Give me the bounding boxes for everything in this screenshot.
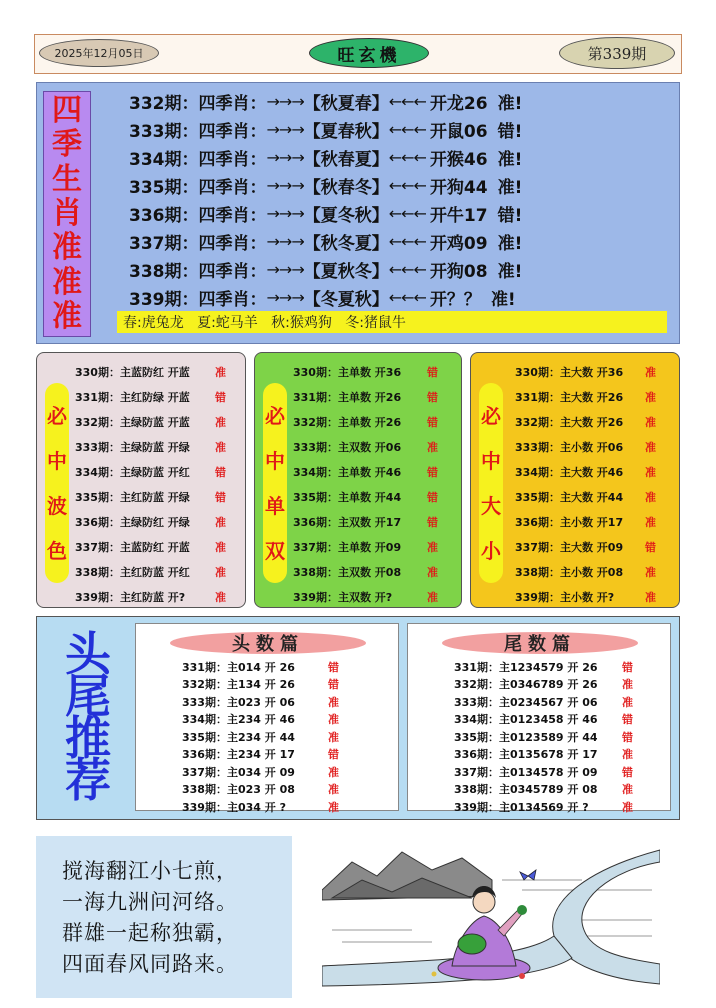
period-label: 336期： (129, 205, 199, 226)
list-item (515, 384, 661, 409)
list-item (75, 359, 231, 384)
season-value: 【夏春秋】 (303, 121, 389, 142)
period-label: 333期： (129, 121, 199, 142)
zodiac-label: 四季肖： (198, 233, 267, 254)
item-text: 338期：主023 开 08 (182, 783, 295, 797)
wave-title-char: 波 (47, 493, 67, 518)
result-value: 开猴46 (429, 149, 488, 170)
result-value: 开牛17 (429, 205, 488, 226)
arrow-right-icon: →→→ (266, 231, 304, 251)
seasons-row (129, 283, 669, 311)
item-text: 330期：主蓝防红 开蓝 (75, 365, 190, 379)
big-small-box (470, 352, 680, 608)
zodiac-label: 四季肖： (198, 289, 267, 310)
period-label: 334期： (129, 149, 199, 170)
item-mark: 准 (328, 713, 339, 727)
item-text: 333期：主023 开 06 (182, 695, 295, 709)
item-text: 335期：主红防蓝 开绿 (75, 490, 190, 504)
arrow-right-icon: →→→ (266, 91, 304, 111)
season-value: 【秋春冬】 (303, 177, 389, 198)
item-mark: 准 (645, 440, 656, 454)
arrow-right-icon: →→→ (266, 119, 304, 139)
zodiac-label: 四季肖： (198, 149, 267, 170)
item-mark: 错 (427, 490, 438, 504)
list-item (75, 459, 231, 484)
wave-title-char: 色 (47, 538, 67, 563)
list-item (454, 711, 638, 729)
seasons-row (129, 87, 669, 115)
item-mark: 准 (645, 515, 656, 529)
illustration (322, 840, 660, 992)
wave-color-box (36, 352, 246, 608)
item-text: 338期：主小数 开08 (515, 565, 624, 579)
item-text: 331期：主单数 开26 (293, 390, 402, 404)
seasons-title-char: 准 (52, 298, 82, 334)
big-small-title (479, 383, 503, 583)
item-mark: 准 (215, 565, 226, 579)
result-mark: 准! (497, 233, 523, 254)
item-mark: 准 (645, 490, 656, 504)
head-panel-title: 头数篇 (170, 632, 366, 654)
arrow-left-icon: ←←← (388, 203, 426, 223)
seasons-title-char: 生 (52, 161, 82, 197)
seasons-title-char: 准 (52, 230, 82, 266)
zodiac-label: 四季肖： (198, 93, 267, 114)
item-text: 338期：主0345789 开 08 (454, 783, 598, 797)
arrow-left-icon: ←←← (388, 287, 426, 307)
result-mark: 错! (497, 205, 523, 226)
arrow-left-icon: ←←← (388, 119, 426, 139)
item-text: 335期：主大数 开44 (515, 490, 624, 504)
item-mark: 准 (328, 800, 339, 814)
result-value: 开？？ (429, 289, 481, 310)
seasons-title-char: 肖 (52, 195, 82, 231)
item-text: 339期：主小数 开? (515, 590, 615, 604)
list-item (75, 484, 231, 509)
poem-box (36, 836, 292, 998)
item-mark: 错 (427, 390, 438, 404)
arrow-right-icon: →→→ (266, 287, 304, 307)
result-mark: 准! (490, 289, 516, 310)
period-label: 337期： (129, 233, 199, 254)
arrow-left-icon: ←←← (388, 231, 426, 251)
zodiac-label: 四季肖： (198, 177, 267, 198)
item-mark: 错 (215, 490, 226, 504)
item-mark: 错 (622, 713, 633, 727)
wave-list (75, 359, 231, 609)
item-text: 332期：主绿防蓝 开蓝 (75, 415, 190, 429)
list-item (293, 559, 443, 584)
arrow-right-icon: →→→ (266, 147, 304, 167)
item-mark: 错 (622, 730, 633, 744)
result-mark: 准! (497, 261, 523, 282)
seasons-legend: 春:虎兔龙 夏:蛇马羊 秋:猴鸡狗 冬:猪鼠牛 (117, 311, 667, 333)
result-mark: 错! (497, 121, 523, 142)
list-item (75, 384, 231, 409)
item-mark: 准 (645, 390, 656, 404)
item-text: 337期：主0134578 开 09 (454, 765, 598, 779)
item-mark: 准 (215, 365, 226, 379)
item-text: 333期：主小数 开06 (515, 440, 624, 454)
issue-badge: 第339期 (559, 37, 675, 69)
list-item (293, 509, 443, 534)
list-item (515, 409, 661, 434)
landscape-illustration (322, 840, 660, 992)
item-mark: 准 (427, 440, 438, 454)
result-mark: 准! (497, 149, 523, 170)
arrow-left-icon: ←←← (388, 147, 426, 167)
list-item (454, 658, 638, 676)
item-text: 336期：主234 开 17 (182, 748, 295, 762)
item-text: 332期：主单数 开26 (293, 415, 402, 429)
item-text: 331期：主红防绿 开蓝 (75, 390, 190, 404)
head-number-list (182, 658, 344, 816)
list-item (75, 559, 231, 584)
item-mark: 准 (622, 678, 633, 692)
header-bar (34, 34, 682, 74)
list-item (515, 534, 661, 559)
arrow-left-icon: ←←← (388, 175, 426, 195)
seasons-section (36, 82, 680, 344)
tail-number-panel (407, 623, 671, 814)
item-text: 334期：主0123458 开 46 (454, 713, 598, 727)
zodiac-label: 四季肖： (198, 205, 267, 226)
odd-even-title-char: 单 (265, 493, 285, 518)
list-item (293, 534, 443, 559)
list-item (75, 584, 231, 609)
item-text: 333期：主双数 开06 (293, 440, 402, 454)
odd-even-box (254, 352, 462, 608)
poem-line: 一海九洲问河络。 (62, 890, 238, 914)
period-label: 332期： (129, 93, 199, 114)
item-text: 331期：主1234579 开 26 (454, 660, 598, 674)
list-item (182, 693, 344, 711)
seasons-title (43, 91, 91, 337)
seasons-row (129, 115, 669, 143)
item-mark: 准 (427, 540, 438, 554)
item-text: 339期：主0134569 开 ? (454, 800, 589, 814)
head-tail-title-char: 荐 (65, 753, 111, 807)
item-text: 336期：主双数 开17 (293, 515, 402, 529)
head-tail-title-char: 头 (65, 627, 111, 681)
list-item (454, 676, 638, 694)
item-mark: 准 (622, 748, 633, 762)
item-mark: 准 (328, 783, 339, 797)
item-text: 336期：主0135678 开 17 (454, 748, 598, 762)
zodiac-label: 四季肖： (198, 121, 267, 142)
item-mark: 准 (427, 565, 438, 579)
zodiac-label: 四季肖： (198, 261, 267, 282)
head-tail-title (47, 627, 129, 807)
big-small-title-char: 小 (481, 538, 501, 563)
item-mark: 错 (622, 765, 633, 779)
seasons-row (129, 171, 669, 199)
item-mark: 准 (328, 765, 339, 779)
item-text: 339期：主红防蓝 开? (75, 590, 186, 604)
item-mark: 准 (622, 783, 633, 797)
list-item (182, 781, 344, 799)
list-item (293, 434, 443, 459)
date-badge: 2025年12月05日 (39, 39, 159, 67)
item-text: 337期：主034 开 09 (182, 765, 295, 779)
season-value: 【秋冬夏】 (303, 233, 389, 254)
result-value: 开鸡09 (429, 233, 488, 254)
seasons-title-char: 准 (52, 264, 82, 300)
item-mark: 错 (427, 465, 438, 479)
item-mark: 错 (215, 390, 226, 404)
seasons-rows (129, 87, 669, 311)
item-mark: 准 (215, 515, 226, 529)
list-item (515, 484, 661, 509)
odd-even-title-char: 必 (265, 403, 285, 428)
list-item (454, 798, 638, 816)
tail-panel-title: 尾数篇 (442, 632, 638, 654)
item-mark: 准 (622, 695, 633, 709)
arrow-left-icon: ←←← (388, 259, 426, 279)
big-small-title-char: 中 (481, 448, 501, 473)
list-item (182, 676, 344, 694)
list-item (515, 509, 661, 534)
list-item (454, 728, 638, 746)
seasons-row (129, 199, 669, 227)
item-mark: 准 (215, 415, 226, 429)
seasons-row (129, 227, 669, 255)
season-value: 【秋春夏】 (303, 149, 389, 170)
list-item (454, 693, 638, 711)
result-mark: 准! (497, 177, 523, 198)
item-mark: 错 (427, 415, 438, 429)
list-item (182, 728, 344, 746)
item-text: 338期：主红防蓝 开红 (75, 565, 190, 579)
item-text: 332期：主0346789 开 26 (454, 678, 598, 692)
item-mark: 错 (328, 660, 339, 674)
item-mark: 准 (645, 565, 656, 579)
item-text: 333期：主0234567 开 06 (454, 695, 598, 709)
list-item (293, 384, 443, 409)
poem-line: 搅海翻江小七煎， (62, 859, 238, 883)
big-small-title-char: 必 (481, 403, 501, 428)
arrow-right-icon: →→→ (266, 175, 304, 195)
arrow-right-icon: →→→ (266, 203, 304, 223)
wave-title-char: 中 (47, 448, 67, 473)
item-text: 339期：主034 开 ? (182, 800, 286, 814)
item-text: 330期：主单数 开36 (293, 365, 402, 379)
poem-line: 群雄一起称独霸， (62, 921, 238, 945)
result-value: 开狗08 (429, 261, 488, 282)
head-tail-title-char: 推 (65, 711, 111, 765)
item-mark: 准 (645, 590, 656, 604)
list-item (293, 584, 443, 609)
item-mark: 准 (645, 415, 656, 429)
list-item (515, 434, 661, 459)
result-value: 开狗44 (429, 177, 488, 198)
list-item (293, 459, 443, 484)
item-text: 339期：主双数 开? (293, 590, 393, 604)
brand-logo: 旺玄機 (309, 38, 429, 68)
result-mark: 准! (497, 93, 523, 114)
item-text: 337期：主蓝防红 开蓝 (75, 540, 190, 554)
item-mark: 错 (328, 678, 339, 692)
season-value: 【冬夏秋】 (303, 289, 389, 310)
period-label: 338期： (129, 261, 199, 282)
list-item (293, 359, 443, 384)
wave-title (45, 383, 69, 583)
item-text: 337期：主单数 开09 (293, 540, 402, 554)
item-mark: 准 (215, 440, 226, 454)
item-mark: 准 (645, 465, 656, 479)
seasons-row (129, 255, 669, 283)
odd-even-title (263, 383, 287, 583)
result-value: 开龙26 (429, 93, 488, 114)
list-item (75, 409, 231, 434)
item-mark: 准 (645, 365, 656, 379)
arrow-left-icon: ←←← (388, 91, 426, 111)
item-text: 331期：主大数 开26 (515, 390, 624, 404)
list-item (182, 746, 344, 764)
arrow-right-icon: →→→ (266, 259, 304, 279)
item-mark: 错 (622, 660, 633, 674)
item-mark: 准 (328, 695, 339, 709)
item-mark: 错 (215, 465, 226, 479)
result-value: 开鼠06 (429, 121, 488, 142)
odd-even-title-char: 中 (265, 448, 285, 473)
item-text: 337期：主大数 开09 (515, 540, 624, 554)
item-mark: 准 (215, 590, 226, 604)
item-mark: 准 (622, 800, 633, 814)
item-mark: 错 (645, 540, 656, 554)
item-text: 334期：主单数 开46 (293, 465, 402, 479)
period-label: 339期： (129, 289, 199, 310)
item-text: 336期：主绿防红 开绿 (75, 515, 190, 529)
seasons-title-char: 季 (52, 127, 82, 163)
item-text: 334期：主大数 开46 (515, 465, 624, 479)
item-mark: 错 (427, 365, 438, 379)
item-text: 332期：主134 开 26 (182, 678, 295, 692)
list-item (515, 359, 661, 384)
list-item (75, 434, 231, 459)
head-number-panel (135, 623, 399, 814)
item-text: 334期：主绿防蓝 开红 (75, 465, 190, 479)
head-tail-title-char: 尾 (65, 669, 111, 723)
item-mark: 准 (427, 590, 438, 604)
tail-number-list (454, 658, 638, 816)
item-mark: 准 (328, 730, 339, 744)
seasons-row (129, 143, 669, 171)
list-item (454, 763, 638, 781)
item-mark: 错 (427, 515, 438, 529)
odd-even-title-char: 双 (265, 538, 285, 563)
poem-line: 四面春风同路来。 (62, 952, 238, 976)
item-text: 335期：主单数 开44 (293, 490, 402, 504)
list-item (515, 459, 661, 484)
list-item (182, 711, 344, 729)
item-text: 330期：主大数 开36 (515, 365, 624, 379)
big-small-title-char: 大 (481, 493, 501, 518)
item-text: 334期：主234 开 46 (182, 713, 295, 727)
seasons-title-char: 四 (52, 93, 82, 129)
list-item (454, 781, 638, 799)
list-item (75, 534, 231, 559)
list-item (293, 409, 443, 434)
item-text: 336期：主小数 开17 (515, 515, 624, 529)
item-mark: 错 (328, 748, 339, 762)
list-item (182, 798, 344, 816)
list-item (454, 746, 638, 764)
season-value: 【秋夏春】 (303, 93, 389, 114)
list-item (293, 484, 443, 509)
list-item (182, 763, 344, 781)
big-small-list (515, 359, 661, 609)
period-label: 335期： (129, 177, 199, 198)
item-text: 332期：主大数 开26 (515, 415, 624, 429)
item-text: 333期：主绿防蓝 开绿 (75, 440, 190, 454)
season-value: 【夏冬秋】 (303, 205, 389, 226)
list-item (515, 584, 661, 609)
season-value: 【夏秋冬】 (303, 261, 389, 282)
wave-title-char: 必 (47, 403, 67, 428)
item-mark: 准 (215, 540, 226, 554)
list-item (75, 509, 231, 534)
item-text: 335期：主234 开 44 (182, 730, 295, 744)
head-tail-section (36, 616, 680, 820)
list-item (515, 559, 661, 584)
odd-even-list (293, 359, 443, 609)
item-text: 331期：主014 开 26 (182, 660, 295, 674)
item-text: 335期：主0123589 开 44 (454, 730, 598, 744)
item-text: 338期：主双数 开08 (293, 565, 402, 579)
list-item (182, 658, 344, 676)
